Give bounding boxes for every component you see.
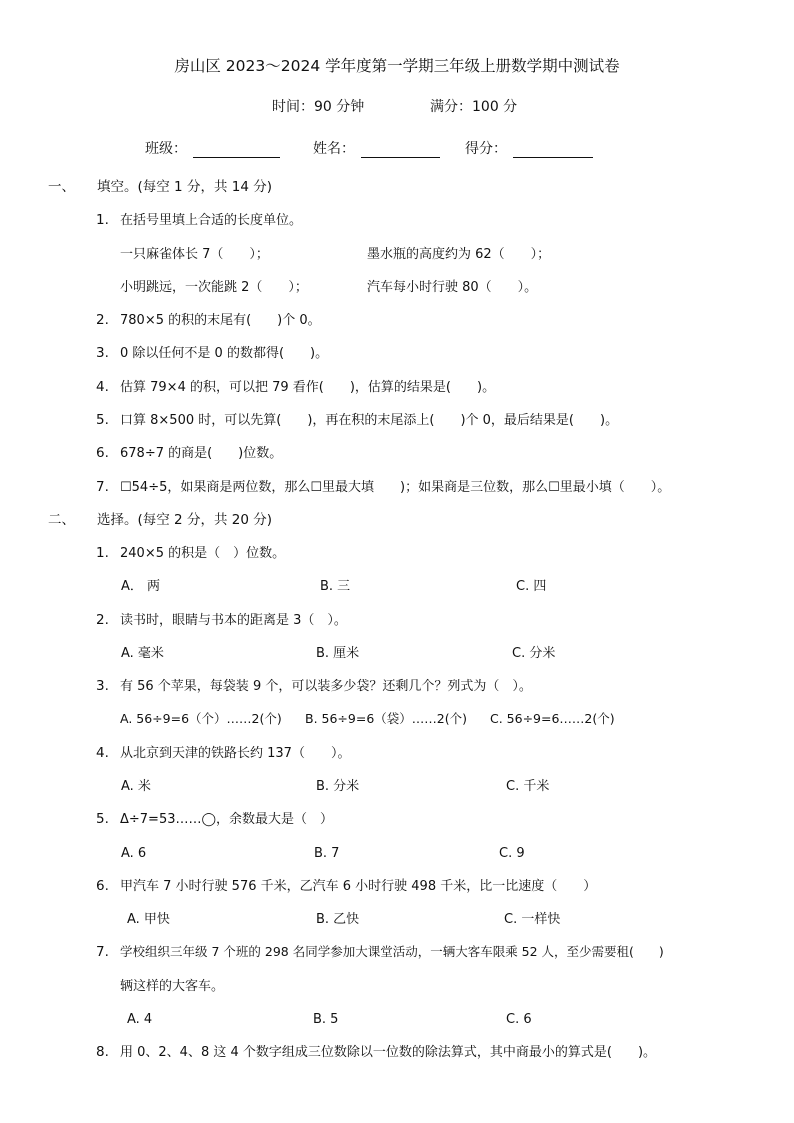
s2-q3-option-b[interactable]: B. 56÷9=6（袋）……2(个) [305,711,467,726]
s1-q1-item-a: 一只麻雀体长 7（ ）； [120,247,269,262]
s2-q5-number: 5. [96,811,109,827]
s2-q8-text: 用 0、2、4、8 这 4 个数字组成三位数除以一位数的除法算式，其中商最小的算式是( )。 [120,1045,657,1060]
s1-q2-number: 2. [96,312,109,328]
s2-q2-option-a[interactable]: A. 毫米 [121,646,164,661]
s2-q7-option-a[interactable]: A. 4 [127,1012,153,1027]
s1-q7-text: ☐54÷5，如果商是两位数，那么☐里最大填 )；如果商是三位数，那么☐里最小填（ ）。 [120,480,671,495]
score-label: 得分： [465,141,507,157]
s2-q6-number: 6. [96,878,109,894]
s2-q7-text: 学校组织三年级 7 个班的 298 名同学参加大课堂活动，一辆大客车限乘 52 人，至少需要租( ) [120,944,664,959]
class-label: 班级： [145,141,187,157]
s2-q1-option-b[interactable]: B. 三 [320,579,351,594]
s1-q1-text: 在括号里填上合适的长度单位。 [120,213,303,228]
exam-time: 时间：90 分钟 [272,99,365,115]
s2-q4-option-b[interactable]: B. 分米 [316,779,360,794]
s2-q5-option-c[interactable]: C. 9 [499,846,525,861]
s2-q3-option-a[interactable]: A. 56÷9=6（个）……2(个) [120,711,282,726]
exam-full-score: 满分：100 分 [430,99,518,115]
s2-q1-number: 1. [96,545,109,561]
name-blank[interactable] [361,157,440,158]
s2-q7-number: 7. [96,944,109,960]
s2-q6-text: 甲汽车 7 小时行驶 576 千米，乙汽车 6 小时行驶 498 千米，比一比速度（ ） [120,879,597,894]
s2-q1-option-c[interactable]: C. 四 [516,579,547,594]
name-label: 姓名： [313,141,355,157]
s2-q3-text: 有 56 个苹果，每袋装 9 个，可以装多少袋？还剩几个？列式为（ ）。 [120,679,532,694]
s2-q8-number: 8. [96,1044,109,1060]
s1-q1-item-b: 墨水瓶的高度约为 62（ ）； [367,247,551,262]
s2-q5-option-b[interactable]: B. 7 [314,846,340,861]
s1-q6-number: 6. [96,445,109,461]
s1-q1-item-c: 小明跳远，一次能跳 2（ ）； [120,280,308,295]
class-blank[interactable] [193,157,280,158]
s1-q5-number: 5. [96,412,109,428]
section2-number: 二、 [48,512,75,528]
s2-q2-number: 2. [96,612,109,628]
s1-q5-text: 口算 8×500 时，可以先算( )，再在积的末尾添上( )个 0，最后结果是( )。 [120,413,619,428]
score-blank[interactable] [513,157,593,158]
s2-q7-option-b[interactable]: B. 5 [313,1012,339,1027]
s1-q3-text: 0 除以任何不是 0 的数都得( )。 [120,346,329,361]
s1-q4-text: 估算 79×4 的积，可以把 79 看作( )，估算的结果是( )。 [120,380,496,395]
s2-q3-option-c[interactable]: C. 56÷9=6……2(个) [490,711,615,726]
section2-title: 选择。(每空 2 分，共 20 分) [97,512,272,528]
s2-q1-text: 240×5 的积是（ ）位数。 [120,546,286,561]
s2-q2-option-b[interactable]: B. 厘米 [316,646,360,661]
s1-q3-number: 3. [96,345,109,361]
s1-q1-item-d: 汽车每小时行驶 80（ ）。 [367,280,538,295]
s1-q4-number: 4. [96,379,109,395]
exam-title: 房山区 2023～2024 学年度第一学期三年级上册数学期中测试卷 [174,57,620,75]
s2-q4-option-c[interactable]: C. 千米 [506,779,550,794]
s1-q2-text: 780×5 的积的末尾有( )个 0。 [120,313,321,328]
s2-q6-option-c[interactable]: C. 一样快 [504,912,561,927]
s1-q7-number: 7. [96,479,109,495]
section1-number: 一、 [48,179,75,195]
s2-q4-option-a[interactable]: A. 米 [121,779,151,794]
s2-q6-option-a[interactable]: A. 甲快 [127,912,170,927]
s2-q5-text: Δ÷7=53……◯，余数最大是（ ） [120,812,334,827]
s2-q7-text-line2: 辆这样的大客车。 [120,979,225,994]
s2-q2-text: 读书时，眼睛与书本的距离是 3（ ）。 [120,613,347,628]
s1-q6-text: 678÷7 的商是( )位数。 [120,446,283,461]
s2-q7-option-c[interactable]: C. 6 [506,1012,532,1027]
s2-q3-number: 3. [96,678,109,694]
s2-q5-option-a[interactable]: A. 6 [121,846,147,861]
s2-q4-text: 从北京到天津的铁路长约 137（ ）。 [120,746,351,761]
s1-q1-number: 1. [96,212,109,228]
s2-q1-option-a[interactable]: A． 两 [121,579,161,594]
section1-title: 填空。(每空 1 分，共 14 分) [97,179,272,195]
s2-q4-number: 4. [96,745,109,761]
s2-q6-option-b[interactable]: B. 乙快 [316,912,360,927]
s2-q2-option-c[interactable]: C. 分米 [512,646,556,661]
